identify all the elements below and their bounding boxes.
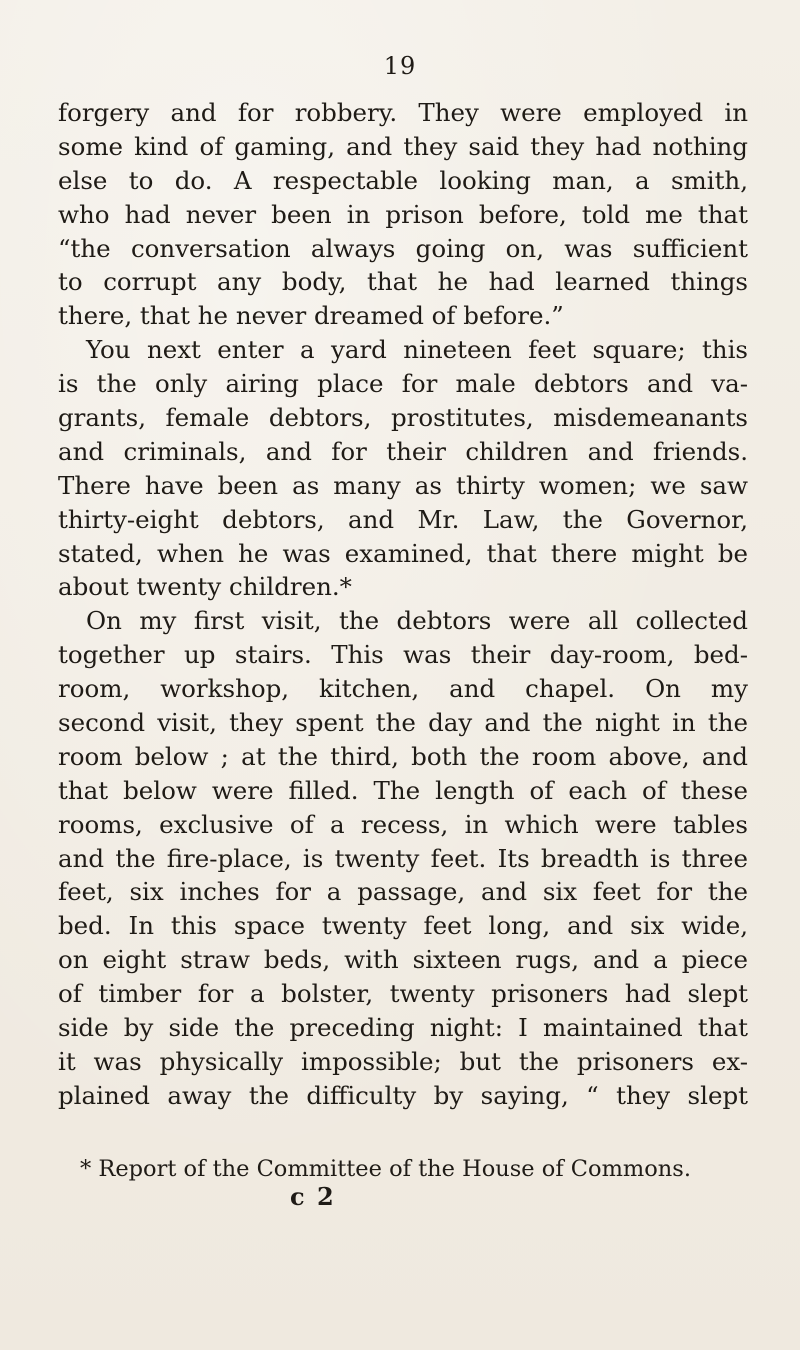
body-text [58,96,748,1113]
text-line: some kind of gaming, and they said they had nothing [58,131,748,161]
text-line: of timber for a bolster, twenty prisoners had slept [58,979,748,1009]
text-line: on eight straw beds, with sixteen rugs, and a piece [58,945,748,975]
text-line: room, workshop, kitchen, and chapel. On my [58,674,748,704]
text-line: feet, six inches for a passage, and six feet for the [58,877,748,907]
text-line: stated, when he was examined, that there might be [58,538,748,568]
signature-mark: c 2 [290,1182,336,1211]
text-line: rooms, exclusive of a recess, in which were tables [58,809,748,839]
text-line: On my first visit, the debtors were all collected [86,606,748,636]
text-line: thirty-eight debtors, and Mr. Law, the Governor, [58,504,748,534]
text-line: that below were filled. The length of each of these [58,775,748,805]
text-line: bed. In this space twenty feet long, and six wide, [58,911,748,941]
text-line: plained away the difficulty by saying, “ they slept [58,1080,748,1110]
text-line: and the fire-place, is twenty feet. Its breadth is three [58,843,748,873]
text-line: There have been as many as thirty women; we saw [58,470,748,500]
text-line: to corrupt any body, that he had learned things [58,267,748,297]
text-line: about twenty children.* [58,572,352,602]
text-line: room below ; at the third, both the room above, and [58,741,748,771]
text-line: “the conversation always going on, was sufficient [58,233,748,263]
text-line: is the only airing place for male debtors and va- [58,369,748,399]
text-line: together up stairs. This was their day-room, bed- [58,640,748,670]
text-line: there, that he never dreamed of before.” [58,301,564,331]
text-line: second visit, they spent the day and the night in the [58,708,748,738]
footnote: * Report of the Committee of the House of Commons. [80,1156,691,1182]
text-line: grants, female debtors, prostitutes, misdemeanants [58,403,748,433]
text-line: else to do. A respectable looking man, a smith, [58,165,748,195]
text-line: forgery and for robbery. They were employed in [58,98,748,127]
text-line: and criminals, and for their children and friends. [58,436,748,466]
text-line: You next enter a yard nineteen feet square; this [86,335,748,365]
text-line: side by side the preceding night: I maintained that [58,1013,748,1043]
text-line: who had never been in prison before, told me that [58,199,748,229]
text-line: it was physically impossible; but the prisoners ex- [58,1046,748,1076]
page-number: 19 [383,52,417,80]
